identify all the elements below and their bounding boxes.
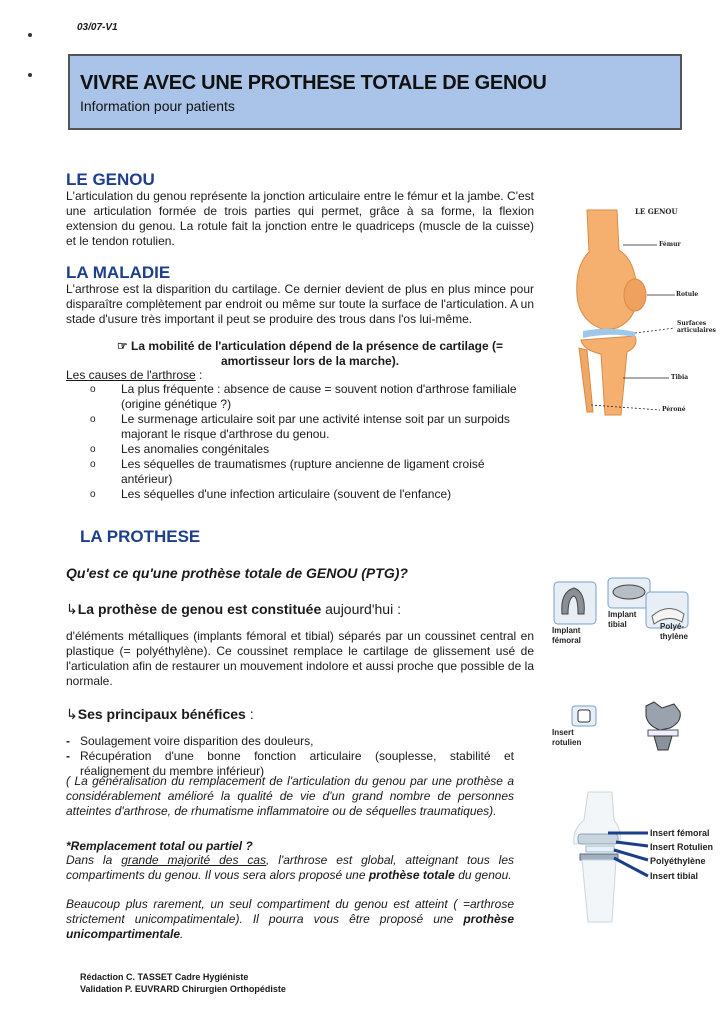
list-item: - Soulagement voire disparition des douleurs, — [66, 734, 514, 749]
list-item: o Les séquelles de traumatismes (rupture ancienne de ligament croisé antérieur) — [90, 457, 534, 487]
remplacement-title: *Remplacement total ou partiel ? — [66, 839, 253, 853]
list-item: - Récupération d'une bonne fonction articulaire (souplesse, stabilité et réalignement du membre inférieur) — [66, 749, 514, 779]
prosthesis-components-figure — [546, 574, 706, 674]
label-femur: Fémur — [659, 241, 681, 248]
list-item: o La plus fréquente : absence de cause = souvent notion d'arthrose familiale (origine génétique ?) — [90, 382, 534, 412]
list-item: o Les anomalies congénitales — [90, 442, 534, 457]
causes-title-colon: : — [195, 368, 203, 382]
footer-validation: Validation P. EUVRARD Chirurgien Orthopédiste — [80, 984, 286, 994]
constituee-paragraph: d'éléments métalliques (implants fémoral et tibial) séparés par un coussinet central en plastique (= polyéthylène). Ce coussinet remplace le cartilage de glissement usé de l'articulation afin de restaurer un mouvement indolore et aussi proche que possible de la normale. — [66, 629, 534, 688]
text-run: , l'arthrose est global, atteignant tous les compartiments du genou. Il vous sera alors proposé une — [66, 853, 514, 882]
text-run-bold: prothèse totale — [368, 868, 455, 882]
benefices-heading-bold: Ses principaux bénéfices — [77, 706, 246, 722]
title-banner — [68, 54, 682, 130]
insert-figure — [550, 698, 710, 768]
label-perone: Péroné — [662, 406, 686, 413]
section-heading-genou: LE GENOU — [66, 170, 155, 189]
remplacement-paragraph-1 — [66, 853, 514, 883]
text-run-underline: grande majorité des cas — [121, 853, 267, 867]
causes-list — [90, 382, 534, 502]
label-implant-tibial: Implant tibial — [608, 610, 637, 629]
benefices-note: ( La généralisation du remplacement de l'articulation du genou par une prothèse a considérablement amélioré la qualité de vie d'un grand nombre de personnes atteintes d'arthrose, de rhumatisme inflammatoire ou de séquelles traumatiques). — [66, 774, 514, 818]
cartilage-emphasis: ☞ La mobilité de l'articulation dépend de la présence de cartilage (= amortisseur lors de la marche). — [116, 339, 504, 368]
text-run: Dans la — [66, 853, 122, 867]
label-rotule: Rotule — [676, 291, 699, 298]
legend-insert-femoral: Insert fémoral — [650, 828, 710, 838]
causes-title — [66, 368, 202, 383]
benefices-heading — [66, 706, 254, 723]
label-tibia: Tibia — [671, 374, 689, 381]
arrow-icon: ↳ — [66, 601, 78, 617]
knee-anatomy-figure — [565, 200, 716, 425]
label-insert-rotulien: Insert rotulien — [552, 728, 582, 747]
benefices-heading-rest: : — [245, 706, 254, 722]
causes-title-text: Les causes de l'arthrose — [66, 368, 196, 382]
maladie-paragraph: L'arthrose est la disparition du cartilage. Ce dernier devient de plus en plus mince pour disparaître complètement par endroit ou même sur toute la surface de l'articulation. A un stade d'usure très important il peut se produire des trous dans l'os lui-même. — [66, 282, 534, 326]
legend-insert-rotulien: Insert Rotulien — [650, 842, 714, 852]
list-item: o Le surmenage articulaire soit par une activité intense soit par un surpoids majorant le risque d'arthrose du genou. — [90, 412, 534, 442]
section-heading-maladie: LA MALADIE — [66, 263, 171, 282]
figure-title: LE GENOU — [635, 207, 678, 216]
legend-polyethylene: Polyéthylène — [650, 856, 706, 866]
page-subtitle: Information pour patients — [80, 98, 235, 114]
constituee-heading-bold: La prothèse de genou est constituée — [77, 601, 322, 617]
legend-insert-tibial: Insert tibial — [650, 871, 699, 881]
knee-implant-xray-figure — [560, 790, 720, 925]
margin-mark — [28, 33, 32, 37]
constituee-heading-rest: aujourd'hui : — [321, 601, 401, 617]
text-run: Beaucoup plus rarement, un seul compartiment du genou est atteint ( =arthrose strictement unicompatimentale). Il pourra vous être proposé une — [66, 897, 514, 926]
constituee-heading — [66, 601, 401, 618]
document-version: 03/07-V1 — [77, 22, 118, 33]
margin-mark — [28, 73, 32, 77]
label-polyethylene: Polyé-thylène — [660, 622, 689, 641]
text-run-bold: prothèse unicompartimentale — [66, 912, 514, 941]
ptg-question: Qu'est ce qu'une prothèse totale de GENOU (PTG)? — [66, 565, 408, 581]
text-run: . — [180, 927, 184, 941]
page-title: VIVRE AVEC UNE PROTHESE TOTALE DE GENOU — [80, 72, 547, 94]
benefices-list — [66, 734, 514, 779]
knee-illustration — [565, 200, 695, 425]
section-heading-prothese: LA PROTHESE — [80, 527, 201, 546]
label-implant-femoral: Implant fémoral — [552, 626, 581, 645]
arrow-icon: ↳ — [66, 706, 78, 722]
footer-redaction: Rédaction C. TASSET Cadre Hygiéniste — [80, 972, 249, 982]
list-item: o Les séquelles d'une infection articulaire (souvent de l'enfance) — [90, 487, 534, 502]
genou-paragraph: L'articulation du genou représente la jonction articulaire entre le fémur et la jambe. C'est une articulation formée de trois parties qui permet, grâce à sa forme, la flexion extension du genou. La rotule fait la jonction entre le quadriceps (muscle de la cuisse) et le tendon rotulien. — [66, 189, 534, 248]
text-run: du genou. — [454, 868, 512, 882]
label-surfaces: Surfaces articulaires — [677, 320, 716, 334]
remplacement-paragraph-2 — [66, 897, 514, 942]
